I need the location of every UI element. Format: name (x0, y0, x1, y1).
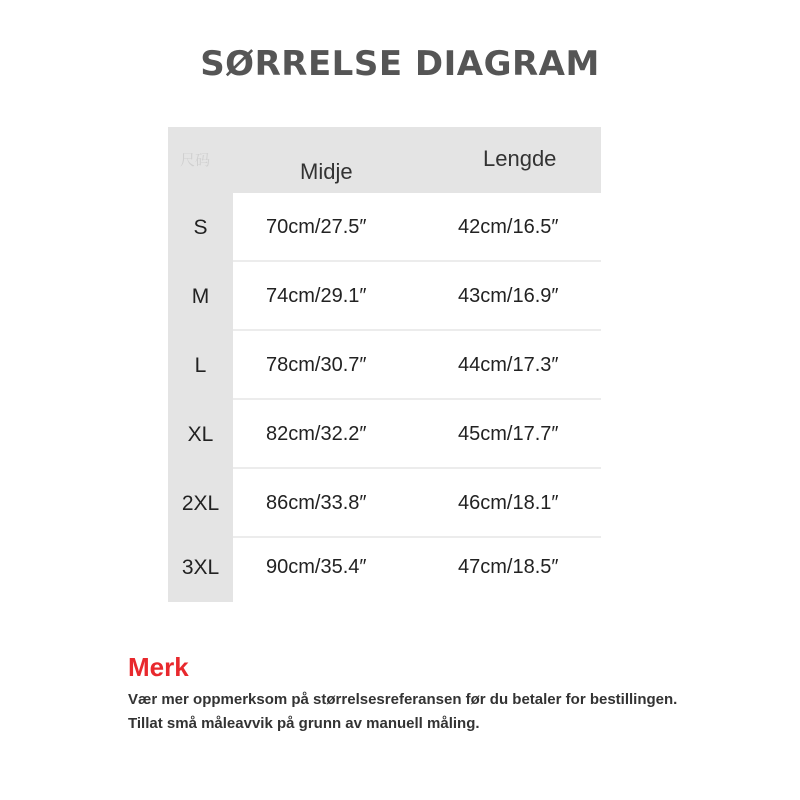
size-label: M (191, 284, 210, 308)
size-label: S (193, 215, 208, 239)
size-label: 2XL (181, 491, 220, 515)
table-row (168, 331, 601, 400)
size-label: L (194, 353, 207, 377)
header-length: Lengde (483, 146, 557, 171)
waist-value: 70cm/27.5″ (266, 216, 367, 238)
length-value: 45cm/17.7″ (458, 423, 559, 445)
table-row (168, 400, 601, 469)
corner-label: 尺码 (180, 151, 211, 169)
table-row (168, 469, 601, 538)
table-row (168, 533, 601, 602)
length-value: 44cm/17.3″ (458, 354, 559, 376)
size-table (168, 127, 601, 602)
length-value: 42cm/16.5″ (458, 216, 559, 238)
waist-value: 78cm/30.7″ (266, 354, 367, 376)
waist-value: 86cm/33.8″ (266, 492, 367, 514)
waist-value: 82cm/32.2″ (266, 423, 367, 445)
table-row (168, 262, 601, 331)
length-value: 43cm/16.9″ (458, 285, 559, 307)
header-waist: Midje (300, 159, 353, 184)
length-value: 47cm/18.5″ (458, 556, 559, 578)
waist-value: 74cm/29.1″ (266, 285, 367, 307)
size-label: XL (187, 422, 214, 446)
size-label: 3XL (181, 555, 220, 579)
note-text: Vær mer oppmerksom på størrelsesreferansen før du betaler for bestillingen. (128, 691, 678, 708)
page-title: SØRRELSE DIAGRAM (200, 44, 600, 84)
waist-value: 90cm/35.4″ (266, 556, 367, 578)
table-row (168, 193, 601, 262)
note-title: Merk (128, 652, 189, 682)
note-text: Tillat små måleavvik på grunn av manuell måling. (128, 715, 480, 732)
length-value: 46cm/18.1″ (458, 492, 559, 514)
